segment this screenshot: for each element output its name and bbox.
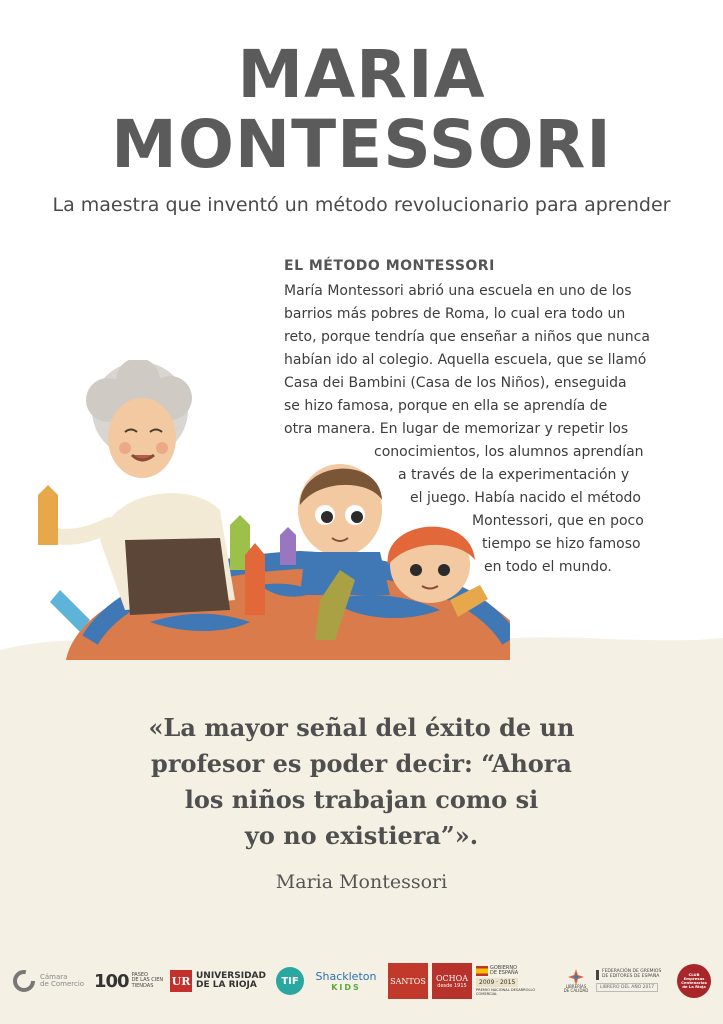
logo-premio-nacional — [476, 962, 556, 1000]
title-line-1: MARIA — [237, 36, 486, 113]
quote-line: los niños trabajan como si — [184, 785, 539, 814]
logo-cien-tiendas — [94, 962, 164, 1000]
body-line: el juego. Había nacido el método — [410, 490, 641, 506]
kids-text: KIDS — [331, 983, 361, 992]
body-line: conocimientos, los alumnos aprendían — [374, 444, 644, 460]
section-heading: EL MÉTODO MONTESSORI — [284, 258, 495, 274]
body-line: Montessori, que en poco — [472, 513, 644, 529]
calidad-text: LIBRERÍAS — [565, 983, 587, 989]
ur-mark: UR — [170, 970, 192, 992]
club-text: de La Rioja — [682, 984, 706, 990]
children-illustration — [298, 464, 475, 603]
body-line: a través de la experimentación y — [398, 467, 630, 483]
title-line-2: MONTESSORI — [111, 106, 612, 183]
ur-text: UNIVERSIDAD — [196, 970, 266, 981]
teacher-illustration — [39, 360, 235, 615]
premio-text: PREMIO NACIONAL DESARROLLO COMERCIAL — [476, 988, 536, 997]
ochoa-text: OCHOA — [436, 973, 468, 983]
ochoa-year: desde 1915 — [437, 982, 467, 989]
quote-line: «La mayor señal del éxito de un — [148, 713, 575, 742]
subtitle: La maestra que inventó un método revolucionario para aprender — [52, 194, 671, 216]
cien-number: 100 — [94, 970, 129, 992]
logo-shackleton-kids — [312, 962, 380, 1000]
logo-ochoa — [432, 963, 472, 999]
federacion-text: FEDERACIÓN DE GREMIOS — [602, 969, 662, 975]
logo-tif — [276, 962, 306, 1000]
body-line: reto, porque tendría que enseñar a niños que nunca — [284, 329, 650, 345]
club-text: Empresas — [683, 975, 705, 981]
ur-text: DE LA RIOJA — [196, 980, 257, 990]
body-line: se hizo famosa, porque en ella se aprendía de — [284, 398, 608, 414]
gobierno-text: DE ESPAÑA — [490, 970, 519, 976]
premio-years: 2009 · 2015 — [476, 978, 518, 987]
montessori-illustration — [30, 360, 510, 660]
cien-text: DE LAS CIEN — [131, 977, 164, 984]
federacion-text: DE EDITORES DE ESPAÑA — [602, 974, 660, 979]
quote-author: Maria Montessori — [275, 871, 448, 893]
club-text: Centenarias — [681, 980, 707, 985]
camara-text: de Comercio — [40, 980, 85, 988]
body-line: en todo el mundo. — [484, 559, 612, 575]
logo-club-centenarias — [677, 962, 713, 1000]
body-line: barrios más pobres de Roma, lo cual era todo un — [284, 306, 626, 322]
body-line: habían ido al colegio. Aquella escuela, que se llamó — [284, 352, 647, 368]
logo-librerias-calidad — [561, 962, 591, 1000]
logo-federacion-editores — [596, 962, 672, 1000]
quote-line: profesor es poder decir: “Ahora — [151, 749, 572, 778]
logo-universidad-rioja — [170, 962, 270, 1000]
body-line: otra manera. En lugar de memorizar y repetir los — [284, 421, 629, 437]
body-line: Casa dei Bambini (Casa de los Niños), enseguida — [284, 375, 627, 391]
shackleton-text: Shackleton — [315, 970, 377, 983]
calidad-text: DE CALIDAD — [563, 988, 589, 993]
body-line: tiempo se hizo famoso — [482, 536, 641, 552]
federacion-award: LIBRERO DEL AÑO 2017 — [596, 983, 658, 992]
camara-text: Cámara — [40, 972, 68, 981]
gobierno-flag-icon — [476, 966, 488, 976]
club-text: CLUB — [688, 971, 700, 977]
cien-text: PASEO — [131, 972, 148, 979]
logo-camara-comercio — [12, 962, 86, 1000]
quote-line: yo no existiera”». — [244, 821, 479, 850]
santos-mark: SANTOS — [388, 963, 428, 999]
cien-text: TIENDAS — [131, 982, 154, 989]
camara-icon — [12, 969, 36, 993]
star-icon — [568, 969, 584, 985]
body-line: María Montessori abrió una escuela en uno de los — [284, 283, 632, 299]
tif-mark: TIF — [276, 967, 304, 995]
logo-santos — [388, 962, 428, 1000]
gobierno-text: GOBIERNO — [490, 964, 518, 971]
